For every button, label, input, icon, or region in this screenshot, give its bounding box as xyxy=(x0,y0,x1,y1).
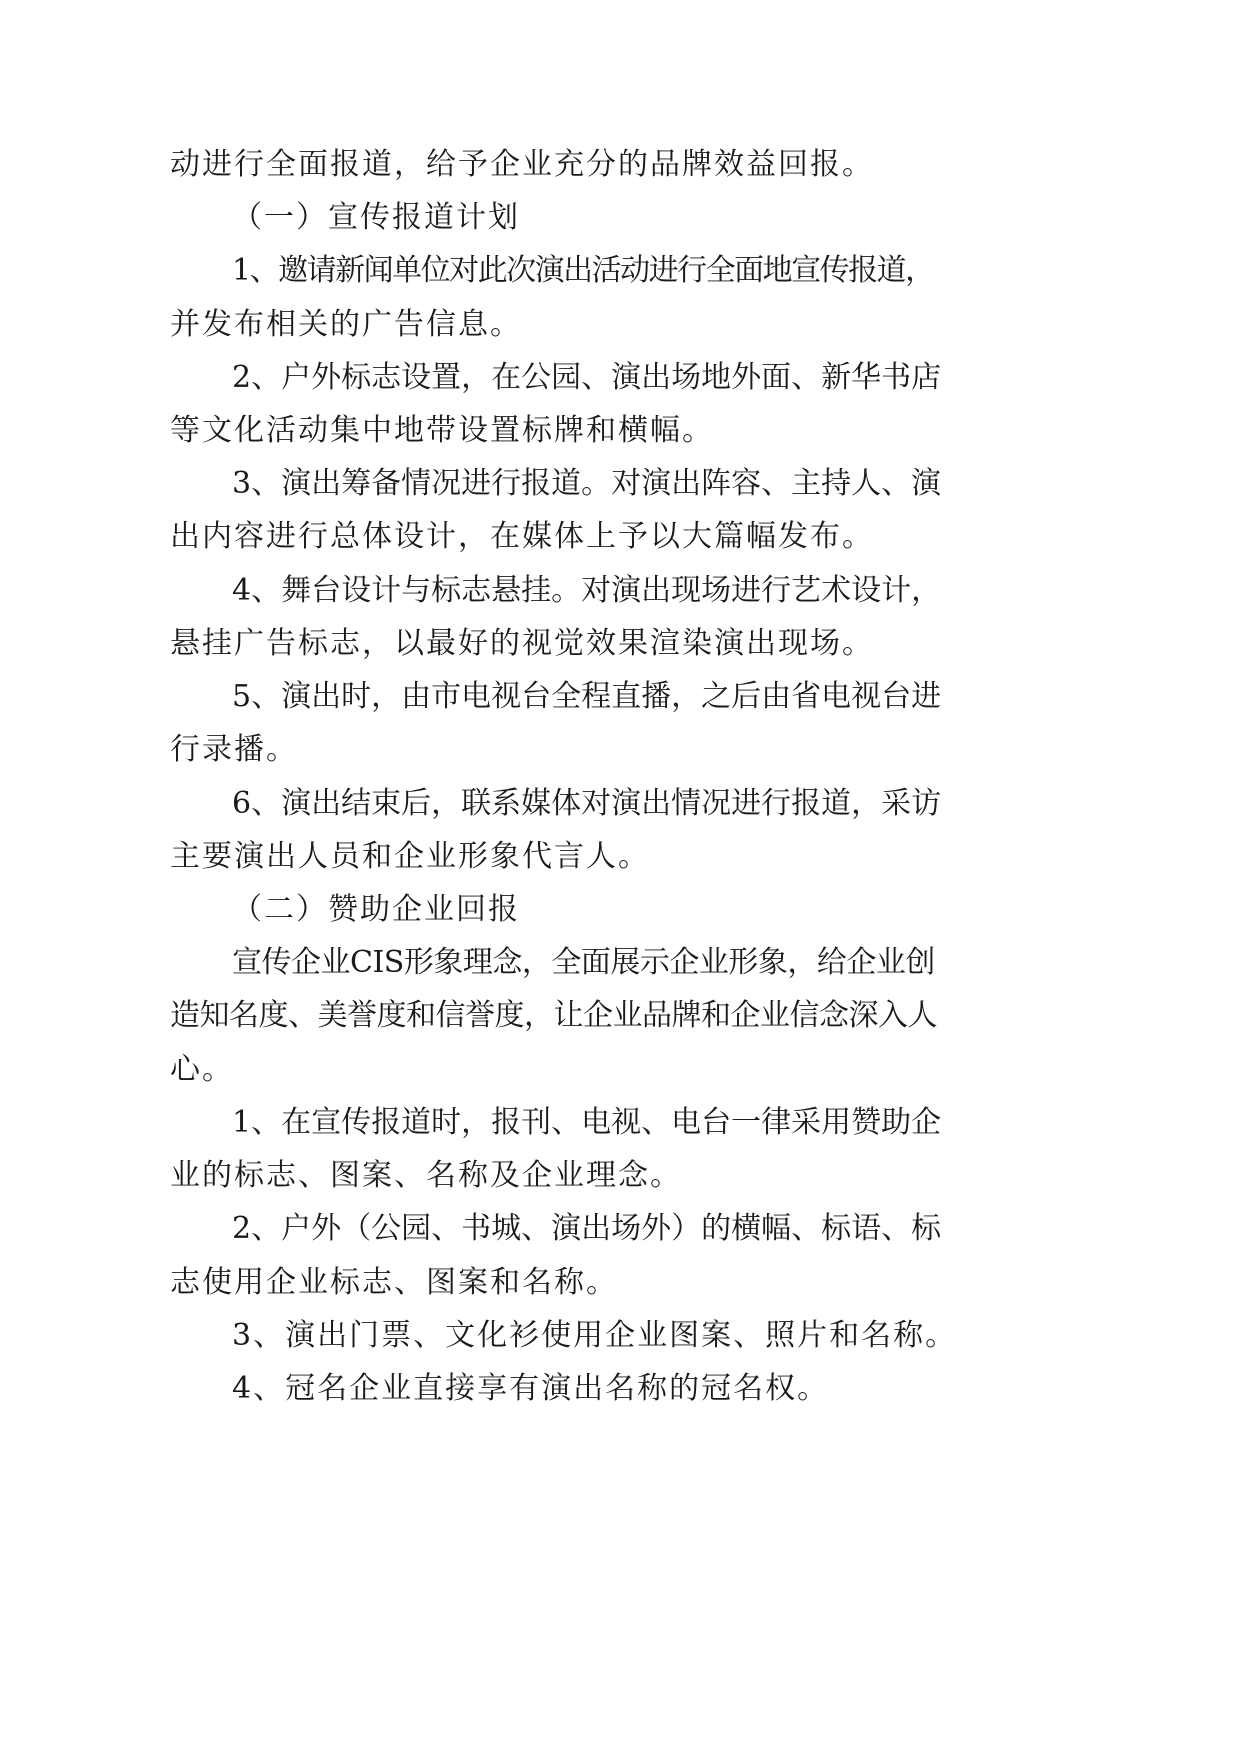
body-line: 造知名度、美誉度和信誉度，让企业品牌和企业信念深入人 xyxy=(170,998,937,1033)
list-item-line: 3、演出筹备情况进行报道。对演出阵容、主持人、演 xyxy=(232,466,942,501)
body-line: 心。 xyxy=(170,1052,234,1087)
body-line: 主要演出人员和企业形象代言人。 xyxy=(170,839,650,874)
section-heading: （二）赞助企业回报 xyxy=(232,892,520,927)
section-heading: （一）宣传报道计划 xyxy=(232,200,520,235)
body-line: 行录播。 xyxy=(170,732,298,767)
body-line: 志使用企业标志、图案和名称。 xyxy=(170,1265,618,1300)
list-item-line: 1、邀请新闻单位对此次演出活动进行全面地宣传报道， xyxy=(232,253,934,288)
body-line: 悬挂广告标志，以最好的视觉效果渲染演出现场。 xyxy=(170,626,874,661)
list-item-line: 1、在宣传报道时，报刊、电视、电台一律采用赞助企 xyxy=(232,1105,942,1140)
list-item-line: 2、户外（公园、书城、演出场外）的横幅、标语、标 xyxy=(232,1211,942,1246)
list-item-line: 3、演出门票、文化衫使用企业图案、照片和名称。 xyxy=(232,1318,958,1353)
body-line: 业的标志、图案、名称及企业理念。 xyxy=(170,1158,682,1193)
list-item-line: 6、演出结束后，联系媒体对演出情况进行报道，采访 xyxy=(232,786,942,821)
list-item-line: 2、户外标志设置，在公园、演出场地外面、新华书店 xyxy=(232,360,942,395)
list-item-line: 4、舞台设计与标志悬挂。对演出现场进行艺术设计， xyxy=(232,573,942,608)
list-item-line: 5、演出时，由市电视台全程直播，之后由省电视台进 xyxy=(232,679,942,714)
body-line: 并发布相关的广告信息。 xyxy=(170,307,522,342)
body-line: 出内容进行总体设计，在媒体上予以大篇幅发布。 xyxy=(170,519,874,554)
paragraph-line: 宣传企业CIS形象理念，全面展示企业形象，给企业创 xyxy=(232,945,935,980)
body-line: 动进行全面报道，给予企业充分的品牌效益回报。 xyxy=(170,147,874,182)
list-item-line: 4、冠名企业直接享有演出名称的冠名权。 xyxy=(232,1371,830,1406)
body-line: 等文化活动集中地带设置标牌和横幅。 xyxy=(170,413,714,448)
